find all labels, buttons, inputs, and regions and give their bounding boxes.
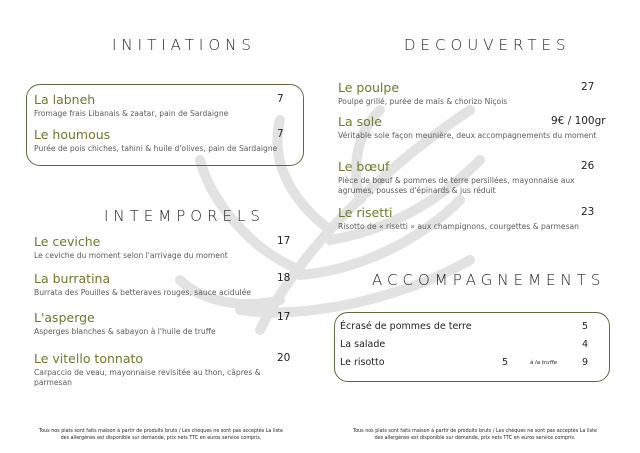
dish-description: Carpaccio de veau, mayonnaise revisitée au thon, câpres & parmesan <box>34 368 261 387</box>
dish-price: 20 <box>277 352 291 364</box>
footer-note-left: Tous nos plats sont faits maison à partir de produits bruts / Les chèques ne sont pas acceptés La liste des allergènes est disponible sur demande, prix nets TTC en euros service compris. <box>39 429 283 441</box>
initiations-heading: INITIATIONS <box>112 36 256 54</box>
dish-boeuf <box>338 159 610 195</box>
dish-description: Fromage frais Libanais & zaatar, pain de Sardaigne <box>34 109 229 118</box>
dish-name: Le houmous <box>34 127 111 142</box>
side-price: 5 <box>502 357 509 368</box>
dish-description: Asperges blanches & sabayon à l'huile de truffe <box>34 327 216 336</box>
dish-name: Le bœuf <box>338 159 390 174</box>
dish-price: 7 <box>277 128 284 140</box>
dish-vitello <box>34 351 289 387</box>
dish-price: 17 <box>277 311 291 323</box>
dish-price: 23 <box>581 206 595 218</box>
dish-price: 26 <box>581 160 595 172</box>
dish-description: Poulpe grillé, purée de maïs & chorizo Niçois <box>338 97 508 106</box>
dish-price: 27 <box>581 81 595 93</box>
side-risotto <box>340 357 600 368</box>
accompagnements-heading: ACCOMPAGNEMENTS <box>372 271 606 289</box>
footer-note-right: Tous nos plats sont faits maison à partir de produits bruts / Les chèques ne sont pas acceptés La liste des allergènes est disponible sur demande, prix nets TTC en euros service compris. <box>353 429 597 441</box>
dish-name: La sole <box>338 114 382 129</box>
dish-name: Le vitello tonnato <box>34 351 144 366</box>
side-price-truffle: 9 <box>582 357 589 368</box>
intemporels-heading: INTEMPORELS <box>104 207 265 225</box>
dish-description: Le ceviche du moment selon l'arrivage du moment <box>34 251 228 260</box>
dish-ceviche <box>34 234 296 261</box>
side-price: 5 <box>582 321 589 332</box>
dish-labneh <box>34 92 289 119</box>
dish-description: Pièce de bœuf & pommes de terre persillées, mayonnaise aux agrumes, pousses d'épinards & jus réduit <box>338 176 575 195</box>
side-ecrase <box>340 321 600 332</box>
dish-name: L'asperge <box>34 310 95 325</box>
dish-houmous <box>34 127 299 154</box>
decouvertes-heading: DECOUVERTES <box>404 36 571 54</box>
dish-name: Le poulpe <box>338 80 400 95</box>
dish-price: 9€ / 100gr <box>551 115 606 127</box>
dish-description: Risotto de « risetti » aux champignons, courgettes & parmesan <box>338 222 579 231</box>
side-name: Écrasé de pommes de terre <box>340 321 472 332</box>
dish-name: La burratina <box>34 271 111 286</box>
dish-description: Burrata des Pouilles & betteraves rouges, sauce acidulée <box>34 288 251 297</box>
dish-name: La labneh <box>34 92 96 107</box>
dish-poulpe <box>338 80 610 107</box>
dish-burratina <box>34 271 296 298</box>
side-name: Le risotto <box>340 357 385 368</box>
dish-description: Purée de pois chiches, tahini & huile d'olives, pain de Sardaigne <box>34 144 278 153</box>
side-price: 4 <box>582 339 589 350</box>
dish-price: 17 <box>277 235 291 247</box>
dish-description: Véritable sole façon meunière, deux accompagnements du moment <box>338 131 597 140</box>
side-salade <box>340 339 600 350</box>
dish-risetti <box>338 205 610 232</box>
truffle-note: à la truffe <box>530 360 558 366</box>
dish-price: 7 <box>277 93 284 105</box>
side-name: La salade <box>340 339 386 350</box>
dish-asperge <box>34 310 296 337</box>
dish-name: Le risetti <box>338 205 393 220</box>
dish-name: Le ceviche <box>34 234 101 249</box>
dish-price: 18 <box>277 272 291 284</box>
dish-sole <box>338 114 610 141</box>
